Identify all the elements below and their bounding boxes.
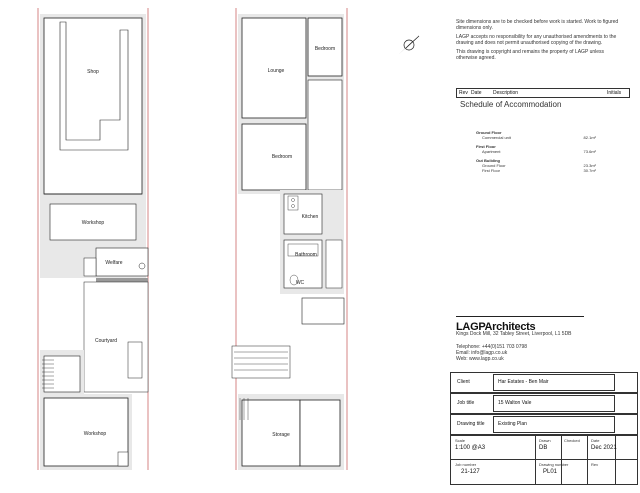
client-label: Client <box>457 379 470 385</box>
room-label-courtyard: Courtyard <box>95 338 117 344</box>
room-label-welfare: Welfare <box>105 260 123 266</box>
schedule-row: Ground Floor 23.3m² <box>482 163 596 168</box>
checked-label: Checked <box>564 438 580 443</box>
schedule-heading: First Floor <box>476 144 496 149</box>
schedule-row: Commercial unit 82.1m² <box>482 135 596 140</box>
rev-label: Rev <box>591 462 599 467</box>
drawing-number-value: PL01 <box>543 469 558 475</box>
client-row <box>450 372 638 393</box>
room-label-workshop-outbuilding: Workshop <box>83 431 107 437</box>
note-3: This drawing is copyright and remains the property of LAGP unless otherwise agreed. <box>456 49 605 61</box>
date-value: Dec 2021 <box>591 445 617 451</box>
job-title-label: Job title <box>457 400 475 406</box>
date-header: Date <box>471 90 482 96</box>
drawn-label: Drawn <box>539 438 551 443</box>
room-label-storage: Storage <box>272 432 290 438</box>
revision-table <box>456 88 630 98</box>
room-label-lounge: Lounge <box>267 68 285 74</box>
room-label-bedroom-1: Bedroom <box>314 46 336 52</box>
firm-divider <box>456 316 584 317</box>
drawing-notes <box>456 19 626 64</box>
drawing-title-row <box>450 414 638 435</box>
job-number-label: Job number <box>455 462 477 467</box>
scale-label: Scale <box>455 438 466 443</box>
job-number-value: 21-127 <box>461 469 480 475</box>
room-label-kitchen: Kitchen <box>301 214 319 220</box>
room-label-bathroom: Bathroom <box>295 252 317 258</box>
north-arrow-icon <box>396 32 422 58</box>
room-label-shop: Shop <box>87 69 99 75</box>
drawing-number-label: Drawing number <box>539 462 569 467</box>
schedule-row: Apartment 73.6m² <box>482 149 596 154</box>
title-block-grid <box>450 435 638 485</box>
room-label-bedroom-2: Bedroom <box>271 154 293 160</box>
room-label-wc: WC <box>295 280 305 286</box>
scale-value: 1:100 @A3 <box>455 445 486 451</box>
drawing-info-panel <box>446 0 640 493</box>
schedule-heading: Out Building <box>476 158 500 163</box>
note-2: LAGP accepts no responsibility for any unauthorised amendments to the drawing and does not permit unauthorised copying of the drawing. <box>456 34 617 46</box>
rev-header: Rev <box>459 90 468 96</box>
room-label-workshop-gf: Workshop <box>81 220 105 226</box>
description-header: Description <box>493 90 519 96</box>
initials-header: Initials <box>607 90 622 96</box>
drawing-title-label: Drawing title <box>457 421 485 427</box>
firm-email: Email: info@lagp.co.uk <box>456 350 508 356</box>
job-title-row <box>450 393 638 414</box>
firm-name: LAGPArchitects <box>456 321 536 333</box>
first-floor-plan <box>232 14 344 470</box>
schedule-title: Schedule of Accommodation <box>460 100 562 109</box>
firm-telephone: Telephone: +44(0)151 703 0798 <box>456 344 528 350</box>
schedule-of-accommodation <box>476 126 596 173</box>
client-value: Har Estates - Ben Mair <box>498 379 549 385</box>
schedule-heading: Ground Floor <box>476 130 502 135</box>
date-label: Date <box>591 438 600 443</box>
firm-web: Web: www.lagp.co.uk <box>456 356 504 362</box>
drawn-value: DB <box>539 445 548 451</box>
firm-address: Kings Dock Mill, 32 Tabley Street, Liverpool, L1 5DB <box>456 331 572 337</box>
note-1: Site dimensions are to be checked before work is started. Work to figured dimensions only. <box>456 19 619 31</box>
schedule-row: First Floor 30.7m² <box>482 168 596 173</box>
drawing-title-value: Existing Plan <box>498 421 527 427</box>
ground-floor-plan <box>40 14 148 470</box>
job-title-value: 15 Walton Vale <box>498 400 532 406</box>
